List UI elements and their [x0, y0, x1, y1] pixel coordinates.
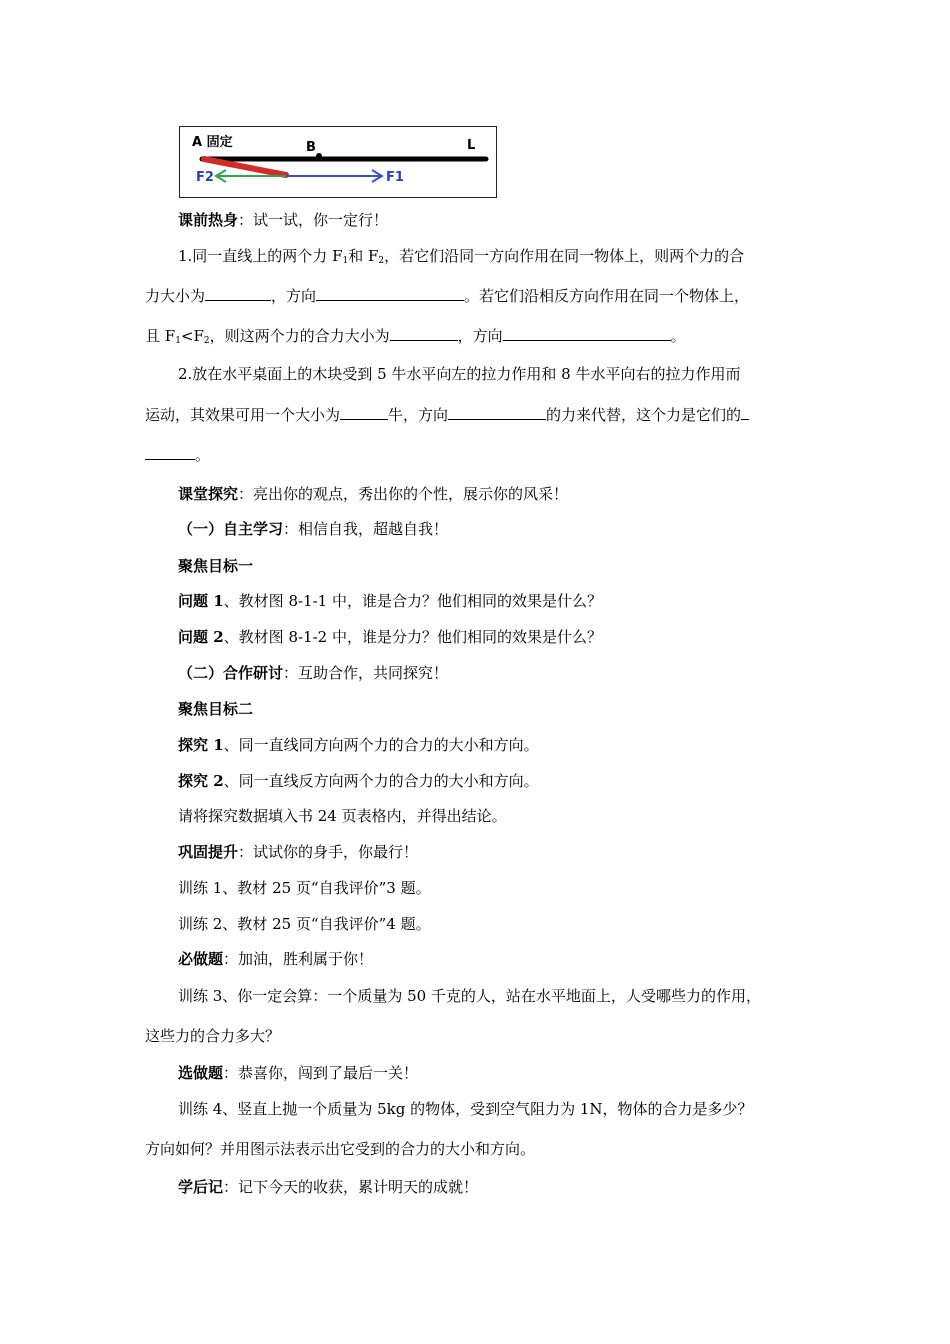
- focus-goal-2-title: 聚焦目标二: [178, 700, 254, 718]
- explore-1: [178, 735, 539, 755]
- training-4-line-1: 训练 4、竖直上抛一个质量为 5kg 的物体，受到空气阻力为 1N，物体的合力是多少？: [178, 1100, 753, 1118]
- q1-text: <F: [180, 327, 204, 345]
- q1-line-1: [178, 246, 744, 266]
- answer-blank[interactable]: [390, 326, 458, 341]
- optional-title: 选做题: [178, 1064, 224, 1082]
- answer-blank[interactable]: [340, 405, 388, 420]
- force-diagram: [179, 126, 497, 198]
- q2-text: 牛，方向: [388, 406, 449, 424]
- q1-text: 。若它们沿相反方向作用在同一个物体上，: [464, 287, 750, 305]
- q1-text: 1.同一直线上的两个力 F: [178, 247, 343, 265]
- optional-slogan: ：恭喜你，闯到了最后一关！: [223, 1064, 419, 1082]
- q2-text: 运动，其效果可用一个大小为: [145, 406, 341, 424]
- question-2-text: 、教材图 8-1-2 中，谁是分力？他们相同的效果是什么？: [223, 628, 602, 646]
- explore-heading: [178, 484, 568, 504]
- coop-title: （二）合作研讨: [178, 664, 284, 682]
- subscript: 2: [203, 336, 210, 346]
- q2-text: 的力来代替，这个力是它们的: [546, 406, 742, 424]
- self-study-slogan: ：相信自我，超越自我！: [283, 520, 449, 538]
- focus-goal-1-title: 聚焦目标一: [178, 557, 254, 575]
- q1-text: ，若它们沿同一方向作用在同一物体上，则两个力的合: [384, 247, 745, 265]
- training-3-line-1: 训练 3、你一定会算：一个质量为 50 千克的人，站在水平地面上，人受哪些力的作用，: [178, 987, 761, 1005]
- training-1: 训练 1、教材 25 页“自我评价”3 题。: [178, 879, 431, 897]
- consolidate-title: 巩固提升: [178, 843, 239, 861]
- q1-text: ，则这两个力的合力大小为: [209, 327, 390, 345]
- fill-note: 请将探究数据填入书 24 页表格内，并得出结论。: [178, 807, 507, 825]
- subscript: 2: [378, 256, 385, 266]
- training-2: 训练 2、教材 25 页“自我评价”4 题。: [178, 915, 431, 933]
- answer-blank[interactable]: [316, 286, 464, 301]
- subscript: 1: [342, 256, 349, 266]
- consolidate-heading: [178, 842, 418, 862]
- explore-slogan: ：亮出你的观点，秀出你的个性，展示你的风采！: [238, 485, 569, 503]
- required-heading: [178, 949, 373, 969]
- q2-line-1: 2.放在水平桌面上的木块受到 5 牛水平向左的拉力作用和 8 牛水平向右的拉力作用而: [178, 365, 741, 383]
- training-4-line-2: 方向如何？并用图示法表示出它受到的合力的大小和方向。: [145, 1140, 536, 1158]
- question-1-label: 问题 1: [178, 592, 224, 610]
- label-f1: F1: [386, 170, 404, 185]
- warmup-title: 课前热身: [178, 211, 239, 229]
- question-2: [178, 627, 602, 647]
- q1-text: ，方向: [271, 287, 317, 305]
- q1-line-2: [145, 286, 749, 306]
- q1-line-3: [145, 326, 686, 346]
- afterword-slogan: ：记下今天的收获，累计明天的成就！: [223, 1178, 479, 1196]
- point-b: [316, 153, 322, 159]
- required-title: 必做题: [178, 950, 224, 968]
- afterword-title: 学后记: [178, 1178, 224, 1196]
- label-l: L: [467, 138, 476, 153]
- self-study-heading: [178, 519, 448, 539]
- subscript: 1: [175, 336, 181, 346]
- training-3-line-2: 这些力的合力多大？: [145, 1027, 281, 1045]
- q1-text: 且 F: [145, 327, 176, 345]
- focus-goal-1: [178, 556, 253, 576]
- label-b: B: [306, 140, 316, 155]
- explore-title: 课堂探究: [178, 485, 239, 503]
- consolidate-slogan: ：试试你的身手，你最行！: [238, 843, 419, 861]
- coop-slogan: ：互助合作，共同探究！: [283, 664, 449, 682]
- explore-1-text: 、同一直线同方向两个力的合力的大小和方向。: [223, 736, 539, 754]
- label-f2: F2: [196, 170, 214, 185]
- q1-text: ，方向: [457, 327, 503, 345]
- answer-blank[interactable]: [145, 445, 195, 460]
- explore-2-text: 、同一直线反方向两个力的合力的大小和方向。: [223, 772, 539, 790]
- q2-line-3: [145, 445, 210, 465]
- afterword-heading: [178, 1177, 478, 1197]
- question-1-text: 、教材图 8-1-1 中，谁是合力？他们相同的效果是什么？: [223, 592, 602, 610]
- answer-blank[interactable]: [205, 286, 271, 301]
- q2-text: 。: [195, 446, 211, 464]
- q1-text: 。: [670, 327, 686, 345]
- warmup-slogan: ：试一试，你一定行！: [238, 211, 389, 229]
- question-1: [178, 591, 602, 611]
- label-a-fixed: A 固定: [192, 135, 233, 150]
- answer-blank[interactable]: [448, 405, 546, 420]
- question-2-label: 问题 2: [178, 628, 224, 646]
- warmup-heading: [178, 210, 388, 230]
- coop-heading: [178, 663, 448, 683]
- explore-2: [178, 771, 539, 791]
- focus-goal-2: [178, 699, 253, 719]
- answer-blank[interactable]: [741, 405, 749, 420]
- explore-1-label: 探究 1: [178, 736, 224, 754]
- optional-heading: [178, 1063, 418, 1083]
- q1-text: 和 F: [348, 247, 379, 265]
- q1-text: 力大小为: [145, 287, 206, 305]
- self-study-title: （一）自主学习: [178, 520, 284, 538]
- answer-blank[interactable]: [503, 326, 671, 341]
- required-slogan: ：加油，胜利属于你！: [223, 950, 374, 968]
- q2-line-2: [145, 405, 749, 425]
- explore-2-label: 探究 2: [178, 772, 224, 790]
